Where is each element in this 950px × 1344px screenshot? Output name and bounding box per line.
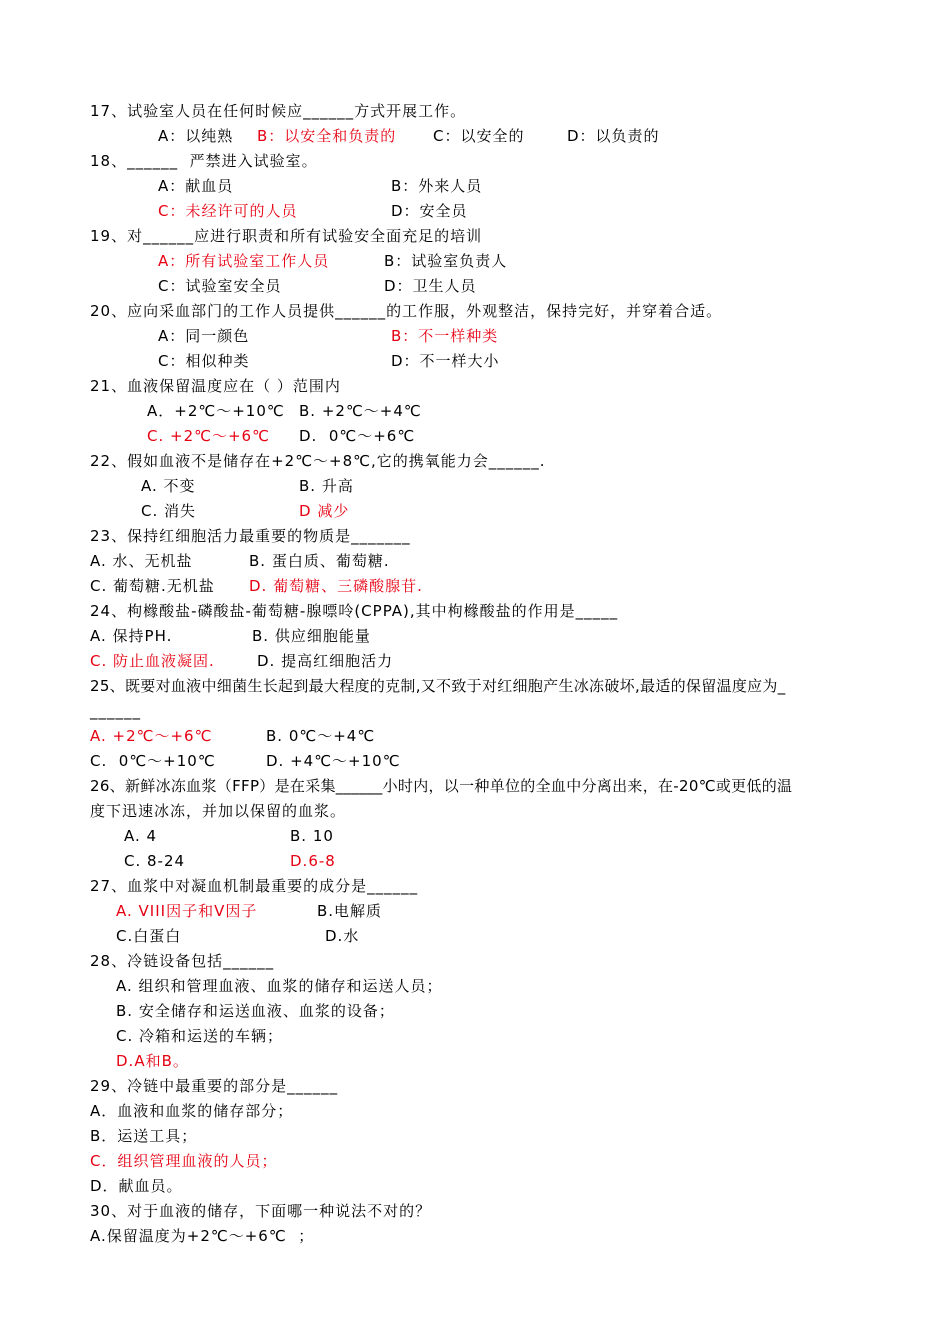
q25-option-a-answer: A. +2℃～+6℃: [90, 727, 213, 745]
question-25-text: 25、既要对血液中细菌生长起到最大程度的克制,又不致于对红细胞产生冰冻破坏,最适的保留温度应为_: [90, 677, 786, 695]
question-24-text: 24、枸橼酸盐-磷酸盐-葡萄糖-腺嘌呤(CPPA),其中枸橼酸盐的作用是_____: [90, 602, 619, 620]
q24-option-a: A. 保持PH.: [90, 627, 173, 645]
q29-option-d: D．献血员。: [90, 1177, 183, 1195]
q28-option-d-answer: D.A和B。: [116, 1052, 189, 1070]
q20-option-c: C：相似种类: [158, 352, 250, 370]
q18-option-c-answer: C：未经许可的人员: [158, 202, 298, 220]
question-20-text: 20、应向采血部门的工作人员提供______的工作服，外观整洁，保持完好，并穿着合适。: [90, 302, 723, 320]
question-22-text: 22、假如血液不是储存在+2℃～+8℃,它的携氧能力会______.: [90, 452, 546, 470]
question-26-text-cont: 度下迅速冰冻，并加以保留的血浆。: [90, 802, 347, 820]
q21-option-a: A．+2℃～+10℃: [147, 402, 285, 420]
question-18-text: 18、______ 严禁进入试验室。: [90, 152, 318, 170]
q27-option-c: C.白蛋白: [116, 927, 182, 945]
question-28-text: 28、冷链设备包括______: [90, 952, 275, 970]
q17-option-b-answer: B：以安全和负责的: [257, 127, 397, 145]
q26-option-d-answer: D.6-8: [290, 852, 336, 870]
question-26-text: 26、新鲜冰冻血浆（FFP）是在采集______小时内，以一种单位的全血中分离出来，在-20℃或更低的温: [90, 777, 793, 795]
q23-option-a: A. 水、无机盐: [90, 552, 193, 570]
question-30-text: 30、对于血液的储存，下面哪一种说法不对的？: [90, 1202, 432, 1220]
q21-option-d: D. 0℃～+6℃: [299, 427, 416, 445]
q26-option-c: C. 8-24: [124, 852, 186, 870]
question-23-text: 23、保持红细胞活力最重要的物质是_______: [90, 527, 411, 545]
q23-option-c: C. 葡萄糖.无机盐: [90, 577, 215, 595]
q18-option-d: D：安全员: [391, 202, 468, 220]
q28-option-b: B. 安全储存和运送血液、血浆的设备；: [116, 1002, 395, 1020]
q24-option-d: D. 提高红细胞活力: [257, 652, 394, 670]
question-19-text: 19、对______应进行职责和所有试验安全面充足的培训: [90, 227, 483, 245]
q29-option-b: B．运送工具；: [90, 1127, 198, 1145]
q18-option-b: B：外来人员: [391, 177, 483, 195]
q22-option-b: B. 升高: [299, 477, 354, 495]
q19-option-c: C：试验室安全员: [158, 277, 282, 295]
q22-option-c: C. 消失: [141, 502, 197, 520]
q21-option-c-answer: C. +2℃～+6℃: [147, 427, 270, 445]
q29-option-a: A．血液和血浆的储存部分；: [90, 1102, 294, 1120]
q23-option-b: B. 蛋白质、葡萄糖.: [249, 552, 390, 570]
q20-option-d: D：不一样大小: [391, 352, 500, 370]
q19-option-b: B：试验室负责人: [384, 252, 508, 270]
q27-option-d: D.水: [325, 927, 360, 945]
question-17-text: 17、试验室人员在任何时候应______方式开展工作。: [90, 102, 467, 120]
q20-option-b-answer: B：不一样种类: [391, 327, 499, 345]
q30-option-a: A.保留温度为+2℃～+6℃ ；: [90, 1227, 315, 1245]
q21-option-b: B. +2℃～+4℃: [299, 402, 422, 420]
question-25-blank: ______: [90, 702, 141, 720]
q27-option-a-answer: A. VIII因子和V因子: [116, 902, 258, 920]
q19-option-d: D：卫生人员: [384, 277, 477, 295]
q17-option-d: D：以负责的: [567, 127, 660, 145]
q29-option-c-answer: C．组织管理血液的人员；: [90, 1152, 278, 1170]
q20-option-a: A：同一颜色: [158, 327, 250, 345]
question-27-text: 27、血浆中对凝血机制最重要的成分是______: [90, 877, 419, 895]
q27-option-b: B.电解质: [317, 902, 383, 920]
question-21-text: 21、血液保留温度应在（ ）范围内: [90, 377, 341, 395]
q25-option-c: C. 0℃～+10℃: [90, 752, 216, 770]
q28-option-c: C. 冷箱和运送的车辆；: [116, 1027, 284, 1045]
q28-option-a: A. 组织和管理血液、血浆的储存和运送人员；: [116, 977, 443, 995]
q24-option-b: B. 供应细胞能量: [252, 627, 371, 645]
q25-option-b: B. 0℃～+4℃: [266, 727, 376, 745]
q24-option-c-answer: C. 防止血液凝固.: [90, 652, 215, 670]
q23-option-d-answer: D. 葡萄糖、三磷酸腺苷.: [249, 577, 423, 595]
question-29-text: 29、冷链中最重要的部分是______: [90, 1077, 339, 1095]
q26-option-a: A. 4: [124, 827, 158, 845]
q19-option-a-answer: A：所有试验室工作人员: [158, 252, 330, 270]
q18-option-a: A：献血员: [158, 177, 234, 195]
q22-option-d-answer: D 减少: [299, 502, 350, 520]
q17-option-a: A：以纯熟: [158, 127, 234, 145]
q17-option-c: C：以安全的: [433, 127, 525, 145]
q26-option-b: B. 10: [290, 827, 334, 845]
q25-option-d: D. +4℃～+10℃: [266, 752, 401, 770]
q22-option-a: A. 不变: [141, 477, 196, 495]
